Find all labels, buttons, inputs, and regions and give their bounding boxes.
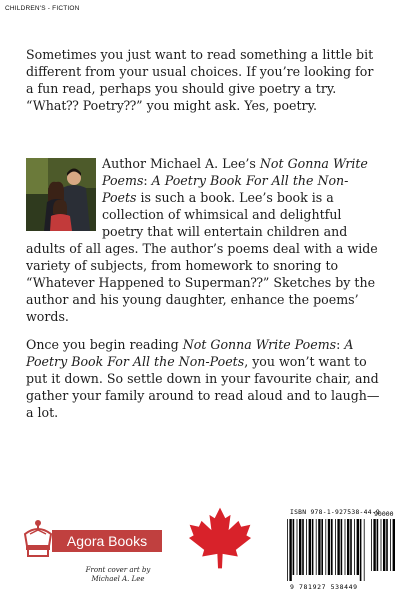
barcode-bar <box>371 519 372 571</box>
barcode-bar <box>328 519 330 575</box>
barcode-bar <box>331 519 333 575</box>
barcode-bar <box>299 519 301 575</box>
closing-book-title: Not Gonna Write Poems <box>182 337 337 352</box>
barcode-bar <box>383 519 385 571</box>
barcode-bar <box>393 519 395 571</box>
barcode-bar <box>386 519 388 571</box>
cover-art-credit <box>68 566 168 584</box>
photo-spacer <box>26 155 96 228</box>
barcode-bar <box>325 519 326 575</box>
barcode-bar <box>306 519 307 575</box>
barcode-bar <box>341 519 343 575</box>
publisher-name: Agora Books <box>52 530 162 552</box>
about-book-title: Not Gonna Write Poems <box>102 156 368 188</box>
about-book-subtitle: A Poetry Book For All the Non-Poets <box>102 173 349 205</box>
addon-bars <box>370 519 395 581</box>
closing-paragraph <box>26 336 382 421</box>
barcode-bar <box>302 519 304 575</box>
barcode-bar <box>357 519 359 575</box>
barcode-bar <box>360 519 362 581</box>
category-label: CHILDREN'S - FICTION <box>5 5 80 12</box>
closing-book-subtitle: A Poetry Book For All the Non-Poets <box>26 337 354 369</box>
barcode-bar <box>312 519 314 575</box>
barcode-bar <box>293 519 295 575</box>
barcode-bar <box>289 519 291 581</box>
barcode-bar <box>337 519 339 575</box>
barcode-bar <box>364 519 365 581</box>
barcode-bar <box>321 519 323 575</box>
addon-number: 90000 <box>374 510 394 518</box>
barcode-bar <box>316 519 317 575</box>
barcode-bars <box>286 519 366 581</box>
barcode-bar <box>354 519 355 575</box>
about-colon: : <box>143 173 152 188</box>
crown-icon <box>22 518 54 560</box>
closing-rest: , you won’t want to put it down. So settle down in your favourite chair, and gather your family around to read aloud and to laugh—a lot. <box>26 354 380 420</box>
barcode-bar <box>350 519 352 575</box>
barcode-bar <box>345 519 346 575</box>
barcode-bar <box>373 519 375 571</box>
closing-lead: Once you begin reading <box>26 337 183 352</box>
barcode-bar <box>309 519 311 575</box>
barcode-number: 9 781927 538449 <box>290 583 358 591</box>
isbn-barcode <box>286 509 398 593</box>
credit-line-2: Michael A. Lee <box>91 575 145 583</box>
barcode-bar <box>390 519 391 571</box>
barcode-bar <box>318 519 320 575</box>
barcode-bar <box>287 519 288 581</box>
barcode-bar <box>297 519 298 575</box>
barcode-bar <box>335 519 336 575</box>
closing-colon: : <box>336 337 345 352</box>
publisher-logo <box>22 518 172 562</box>
about-lead: Author Michael A. Lee’s <box>102 156 260 171</box>
maple-leaf-icon <box>187 505 253 571</box>
about-paragraph <box>26 155 382 325</box>
intro-paragraph: Sometimes you just want to read something a little bit different from your usual choices. If you’re looking for a fun read, perhaps you should give poetry a try. “What⁇ Poetry⁇” you might ask. Yes, poetry. <box>26 47 374 113</box>
isbn-text: ISBN 978-1-927538-44-9 <box>290 509 381 516</box>
barcode-bar <box>347 519 349 575</box>
credit-line-1: Front cover art by <box>85 566 151 574</box>
barcode-bar <box>381 519 382 571</box>
barcode-bar <box>377 519 379 571</box>
about-rest: is such a book. Lee’s book is a collection of whimsical and delightful poetry that will entertain children and adults of all ages. The author’s poems deal with a wide variety of subjects, from homework to snoring to “Whatever Happened to Superman⁇” Sketches by the author and his young daughter, enhance the poems’ words. <box>26 190 378 324</box>
